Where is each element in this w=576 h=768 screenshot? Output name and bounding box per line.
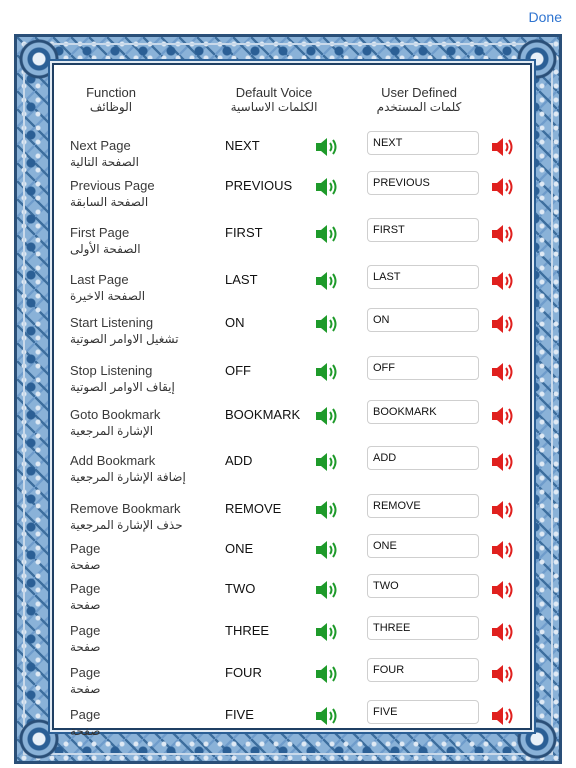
function-label-ar: صفحة	[70, 682, 101, 696]
default-voice-word: PREVIOUS	[225, 178, 293, 193]
column-header-function	[74, 85, 148, 115]
function-label-ar: صفحة	[70, 598, 101, 612]
header-default-en: Default Voice	[235, 85, 313, 100]
user-defined-input[interactable]	[367, 616, 479, 640]
speaker-green-icon[interactable]	[314, 538, 340, 562]
user-defined-input[interactable]	[367, 131, 479, 155]
default-voice-word: ADD	[225, 453, 253, 468]
default-voice-word: TWO	[225, 581, 256, 596]
function-label-en: Start Listening	[70, 315, 154, 330]
speaker-green-icon[interactable]	[314, 222, 340, 246]
function-label	[70, 665, 100, 697]
function-label	[70, 272, 145, 304]
function-label	[70, 178, 155, 210]
header-function-ar: الوظائف	[89, 100, 133, 114]
speaker-green-icon[interactable]	[314, 135, 340, 159]
function-label-en: Page	[70, 665, 101, 680]
speaker-red-icon[interactable]	[490, 538, 516, 562]
default-voice-word: FIRST	[225, 225, 263, 240]
default-voice-word: OFF	[225, 363, 251, 378]
function-label-ar: صفحة	[70, 558, 101, 572]
function-label-en: Remove Bookmark	[70, 501, 181, 516]
function-label-en: Page	[70, 707, 101, 722]
navigation-bar	[0, 0, 576, 34]
speaker-green-icon[interactable]	[314, 704, 340, 728]
function-label-ar: الإشارة المرجعية	[70, 424, 154, 438]
command-row	[54, 453, 530, 493]
function-label	[70, 501, 183, 533]
speaker-green-icon[interactable]	[314, 620, 340, 644]
speaker-red-icon[interactable]	[490, 498, 516, 522]
function-label-ar: حذف الإشارة المرجعية	[70, 518, 183, 532]
user-defined-input[interactable]	[367, 658, 479, 682]
function-label	[70, 363, 175, 395]
header-user-ar: كلمات المستخدم	[376, 100, 462, 114]
user-defined-input[interactable]	[367, 400, 479, 424]
default-voice-word: ONE	[225, 541, 254, 556]
function-label-en: Page	[70, 623, 101, 638]
user-defined-input[interactable]	[367, 494, 479, 518]
function-label	[70, 541, 100, 573]
speaker-green-icon[interactable]	[314, 498, 340, 522]
function-label-ar: الصفحة التالية	[70, 155, 139, 169]
function-label-en: Previous Page	[70, 178, 155, 193]
nav-title: Custom Voice / مخارات الاوامر الصوتية	[146, 7, 430, 26]
function-label-en: Goto Bookmark	[70, 407, 161, 422]
function-label-en: Add Bookmark	[70, 453, 156, 468]
default-voice-word: BOOKMARK	[225, 407, 301, 422]
function-label-ar: صفحة	[70, 724, 101, 738]
speaker-green-icon[interactable]	[314, 312, 340, 336]
user-defined-input[interactable]	[367, 700, 479, 724]
function-label	[70, 138, 139, 170]
default-voice-word: FOUR	[225, 665, 262, 680]
voice-commands-panel	[52, 63, 532, 738]
header-function-en: Function	[86, 85, 136, 100]
default-voice-word: FIVE	[225, 707, 254, 722]
function-label-ar: صفحة	[70, 640, 101, 654]
column-header-default	[214, 85, 334, 115]
function-label-en: Next Page	[70, 138, 131, 153]
function-label	[70, 315, 179, 347]
function-label-ar: الصفحة السابقة	[70, 195, 149, 209]
speaker-red-icon[interactable]	[490, 662, 516, 686]
speaker-green-icon[interactable]	[314, 578, 340, 602]
command-row	[54, 581, 530, 621]
function-label-ar: تشغيل الاوامر الصوتية	[70, 332, 179, 346]
speaker-green-icon[interactable]	[314, 662, 340, 686]
user-defined-input[interactable]	[367, 356, 479, 380]
command-row	[54, 623, 530, 663]
function-label-ar: الصفحة الاخيرة	[70, 289, 146, 303]
command-row	[54, 178, 530, 218]
command-row	[54, 407, 530, 447]
default-voice-word: THREE	[225, 623, 270, 638]
done-button[interactable]: Done	[528, 9, 562, 25]
command-row	[54, 665, 530, 705]
speaker-red-icon[interactable]	[490, 175, 516, 199]
speaker-green-icon[interactable]	[314, 360, 340, 384]
speaker-green-icon[interactable]	[314, 404, 340, 428]
function-label-en: Last Page	[70, 272, 129, 287]
speaker-green-icon[interactable]	[314, 450, 340, 474]
default-voice-word: NEXT	[225, 138, 260, 153]
function-label-ar: إضافة الإشارة المرجعية	[70, 470, 186, 484]
speaker-red-icon[interactable]	[490, 578, 516, 602]
user-defined-input[interactable]	[367, 308, 479, 332]
function-label	[70, 225, 141, 257]
user-defined-input[interactable]	[367, 446, 479, 470]
header-user-en: User Defined	[381, 85, 457, 100]
command-row	[54, 272, 530, 312]
command-row	[54, 315, 530, 355]
function-label-ar: الصفحة الأولى	[70, 242, 141, 256]
column-header-user	[364, 85, 474, 115]
default-voice-word: LAST	[225, 272, 258, 287]
function-label-ar: إيقاف الاوامر الصوتية	[70, 380, 175, 394]
user-defined-input[interactable]	[367, 574, 479, 598]
speaker-red-icon[interactable]	[490, 360, 516, 384]
function-label	[70, 407, 160, 439]
speaker-red-icon[interactable]	[490, 704, 516, 728]
user-defined-input[interactable]	[367, 171, 479, 195]
function-label	[70, 623, 100, 655]
function-label-en: Page	[70, 581, 101, 596]
speaker-red-icon[interactable]	[490, 620, 516, 644]
speaker-red-icon[interactable]	[490, 269, 516, 293]
user-defined-input[interactable]	[367, 218, 479, 242]
command-row	[54, 707, 530, 747]
default-voice-word: ON	[225, 315, 245, 330]
function-label-en: Page	[70, 541, 101, 556]
function-label	[70, 453, 186, 485]
speaker-red-icon[interactable]	[490, 135, 516, 159]
command-row	[54, 225, 530, 265]
speaker-red-icon[interactable]	[490, 222, 516, 246]
default-voice-word: REMOVE	[225, 501, 282, 516]
speaker-red-icon[interactable]	[490, 450, 516, 474]
speaker-green-icon[interactable]	[314, 269, 340, 293]
user-defined-input[interactable]	[367, 265, 479, 289]
header-default-ar: الكلمات الاساسية	[230, 100, 318, 114]
speaker-red-icon[interactable]	[490, 404, 516, 428]
function-label-en: Stop Listening	[70, 363, 153, 378]
speaker-green-icon[interactable]	[314, 175, 340, 199]
user-defined-input[interactable]	[367, 534, 479, 558]
command-row	[54, 363, 530, 403]
function-label-en: First Page	[70, 225, 130, 240]
function-label	[70, 581, 100, 613]
function-label	[70, 707, 100, 739]
speaker-red-icon[interactable]	[490, 312, 516, 336]
